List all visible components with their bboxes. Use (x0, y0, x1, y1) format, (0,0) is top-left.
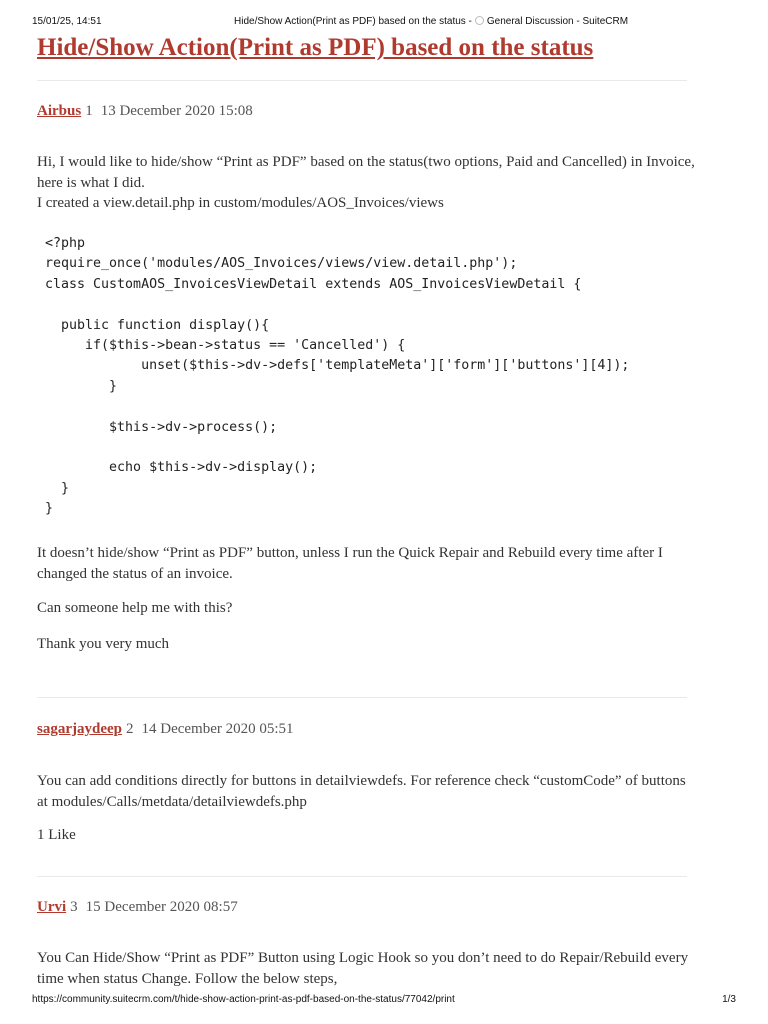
post-paragraph: Thank you very much (37, 636, 170, 652)
print-title-suffix: General Discussion - SuiteCRM (486, 16, 629, 27)
like-count: 1 Like (37, 827, 76, 843)
post-date: 15 December 2020 08:57 (85, 899, 238, 915)
post-paragraph: I created a view.detail.php in custom/modules/AOS_Invoices/views (37, 195, 444, 211)
post-paragraph: You can add conditions directly for buttons in detailviewdefs. For reference check “customCode” of buttons at modules/Calls/metdata/detailviewdefs.php (37, 773, 686, 810)
post-date: 13 December 2020 15:08 (100, 103, 253, 119)
print-document-title (234, 16, 628, 27)
post-meta (37, 721, 294, 738)
code-block: <?php require_once('modules/AOS_Invoices/views/view.detail.php'); class CustomAOS_InvoicesViewDetail extends AOS_InvoicesViewDetail { public function display(){ if($this->bean->status == 'Cancelled') { unset($this->dv->defs['templateMeta']['form']['buttons'][4]); } $this->dv->process(); echo $this->dv->display(); } } (45, 236, 630, 517)
post-date: 14 December 2020 05:51 (141, 721, 294, 737)
divider (37, 80, 687, 81)
post-author-link[interactable]: sagarjaydeep (37, 721, 122, 737)
print-timestamp: 15/01/25, 14:51 (32, 16, 102, 27)
post-meta (37, 899, 238, 916)
post-paragraph: Hi, I would like to hide/show “Print as PDF” based on the status(two options, Paid and Cancelled) in Invoice, here is what I did. (37, 154, 695, 191)
topic-title[interactable]: Hide/Show Action(Print as PDF) based on the status (37, 34, 594, 61)
post-paragraph: Can someone help me with this? (37, 600, 233, 616)
post-paragraph: It doesn’t hide/show “Print as PDF” button, unless I run the Quick Repair and Rebuild every time after I changed the status of an invoice. (37, 545, 663, 582)
post-meta (37, 103, 253, 120)
post-author-link[interactable]: Urvi (37, 899, 67, 915)
post-number: 2 (126, 721, 134, 737)
divider (37, 697, 687, 698)
post-author-link[interactable]: Airbus (37, 103, 82, 119)
print-footer (32, 994, 736, 1008)
post-paragraph: You Can Hide/Show “Print as PDF” Button using Logic Hook so you don’t need to do Repair/Rebuild every time when status Change. Follow the below steps, (37, 950, 689, 987)
print-header (32, 16, 736, 32)
print-title-prefix: Hide/Show Action(Print as PDF) based on the status - (234, 16, 472, 27)
post-number: 1 (85, 103, 93, 119)
spinner-icon (475, 16, 484, 25)
page-number: 1/3 (722, 994, 736, 1005)
divider (37, 876, 687, 877)
post-number: 3 (70, 899, 78, 915)
page-url: https://community.suitecrm.com/t/hide-show-action-print-as-pdf-based-on-the-status/77042/print (32, 994, 455, 1005)
